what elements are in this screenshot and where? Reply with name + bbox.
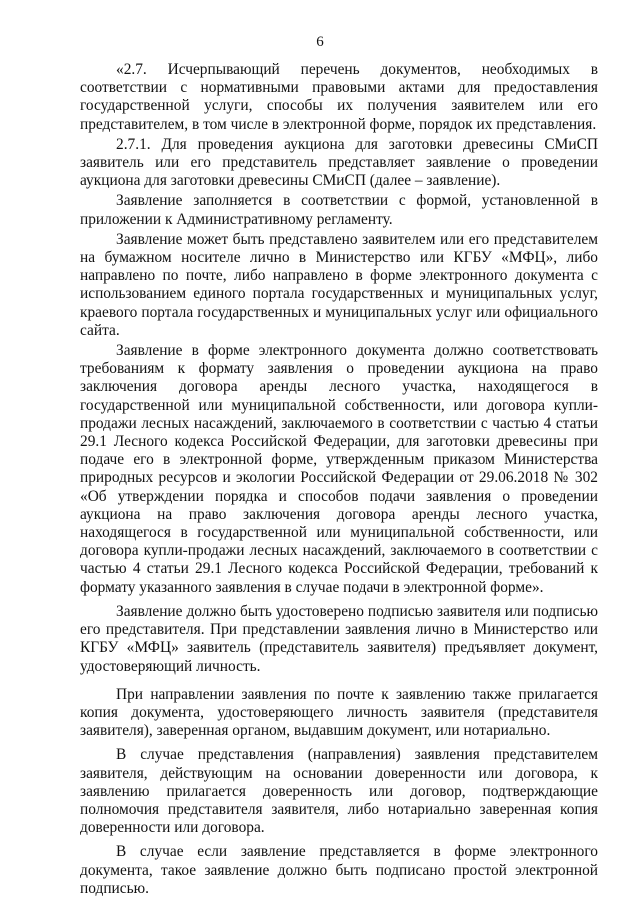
paragraph-electronic-signature: В случае если заявление представляется в форме электронного документа, такое заявление должно быть подписано простой электронной подписью. (80, 843, 598, 897)
paragraph-submission-methods: Заявление может быть представлено заявителем или его представителем на бумажном носителе лично в Министерство или КГБУ «МФЦ», либо направлено по почте, либо направлено в форме электронного документа с использованием единого портала государственных и муниципальных услуг, краевого портала государственных и муниципальных услуг или официального сайта. (80, 230, 598, 339)
paragraph-2-7-1: 2.7.1. Для проведения аукциона для заготовки древесины СМиСП заявитель или его представитель представляет заявление о проведении аукциона для заготовки древесины СМиСП (далее – заявление). (80, 135, 598, 190)
page-number: 6 (316, 34, 324, 50)
paragraph-representative: В случае представления (направления) заявления представителем заявителя, действующим на основании доверенности или договора, к заявлению прилагается доверенность или договор, подтверждающие полномочия представителя заявителя, либо нотариально заверенная копия доверенности или договора. (80, 746, 598, 837)
paragraph-electronic-format: Заявление в форме электронного документа должно соответствовать требованиям к формату заявления о проведении аукциона на право заключения договора аренды лесного участка, находящегося в государственной или муниципальной собственности, или договора купли-продажи лесных насаждений, заключаемого в соответствии с частью 4 статьи 29.1 Лесного кодекса Российской Федерации, для заготовки древесины при подаче его в электронной форме, утвержденным приказом Министерства природных ресурсов и экологии Российской Федерации от 29.06.2018 № 302 «Об утверждении порядка и способов подачи заявления о проведении аукциона на право заключения договора аренды лесного участка, находящегося в государственной или муниципальной собственности, или договора купли-продажи лесных насаждений, заключаемого в соответствии с частью 4 статьи 29.1 Лесного кодекса Российской Федерации, требований к формату указанного заявления в случае подачи в электронной форме». (80, 342, 598, 596)
paragraph-2-7-heading: «2.7. Исчерпывающий перечень документов, необходимых в соответствии с нормативными правовыми актами для предоставления государственной услуги, способы их получения заявителем или его представителем, в том числе в электронной форме, порядок их представления. (80, 61, 598, 133)
paragraph-mail: При направлении заявления по почте к заявлению также прилагается копия документа, удостоверяющего личность заявителя (представителя заявителя), заверенная органом, выдавшим документ, или нотариально. (80, 685, 598, 740)
document-body (80, 61, 598, 900)
paragraph-signature: Заявление должно быть удостоверено подписью заявителя или подписью его представителя. При представлении заявления лично в Министерство или КГБУ «МФЦ» заявитель (представитель заявителя) предъявляет документ, удостоверяющий личность. (80, 602, 598, 675)
paragraph-form-fill: Заявление заполняется в соответствии с формой, установленной в приложении к Административному регламенту. (80, 192, 598, 228)
